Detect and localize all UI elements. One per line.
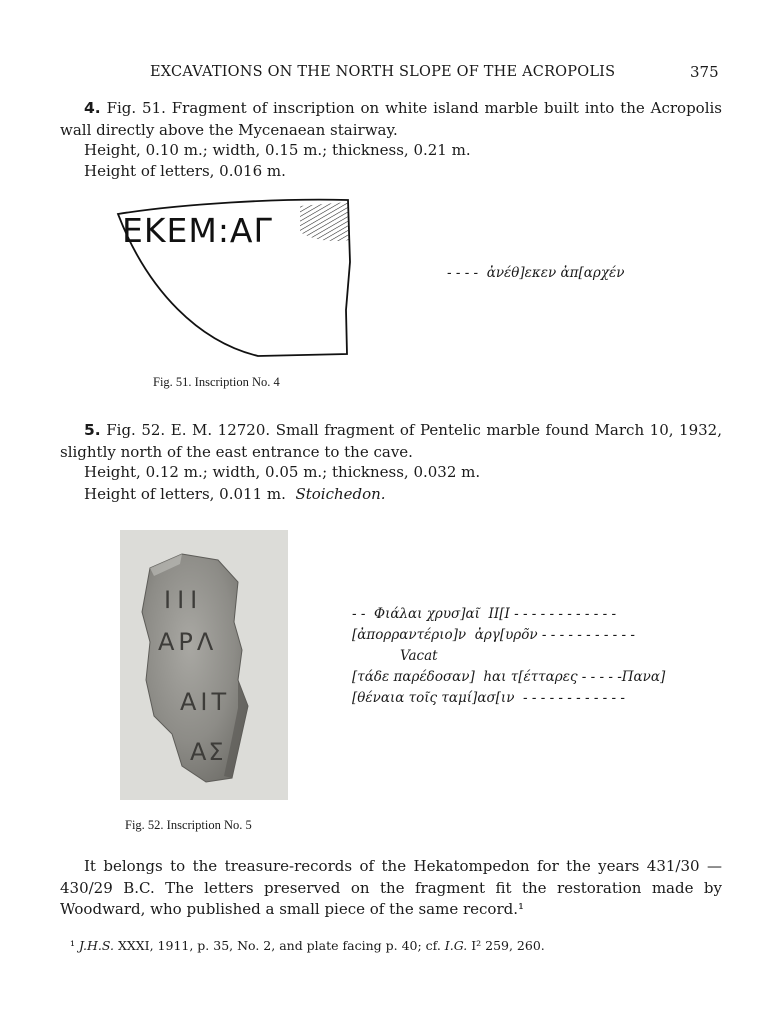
footnote [70,938,545,953]
footnote-ref: I² 259, 260. [467,938,545,953]
photo-letters-1: ΙΙΙ [164,586,204,614]
inscription-drawing-fig51 [110,192,360,364]
entry-5-text: Fig. 52. E. M. 12720. Small fragment of Pentelic marble found March 10, 1932, slightly north of the east entrance to the cave. [60,421,722,461]
photo-letters-4: ΑΣ [190,738,226,766]
entry-5-number: 5. [84,421,101,439]
footnote-ig: I.G. [444,938,468,953]
page-number: 375 [690,63,719,81]
entry-5-transcription-line-1: - - Φιάλαι χρυσ]αῖ ΙΙ[Ι - - - - - - - - - - - - [352,606,617,622]
damaged-area-hatching [300,202,350,241]
footnote-text: XXXI, 1911, p. 35, No. 2, and plate facing p. 40; cf. [113,938,445,953]
entry-5-letter-height [84,485,386,503]
footnote-marker: ¹ [70,938,76,953]
photo-letters-3: ΑΙΤ [180,688,231,716]
footnote-journal: J.H.S. [79,938,114,953]
photo-letters-2: ΑΡΛ [158,628,218,656]
entry-5-transcription-line-4: [τάδε παρέδοσαν] hαι τ[έτταρες - - - - -Πανα] [352,669,666,685]
letter-height-text: Height of letters, 0.011 m. [84,485,286,503]
entry-5-vacat: Vacat [400,648,438,664]
stoichedon-label: Stoichedon. [295,485,386,503]
entry-4-text: Fig. 51. Fragment of inscription on white island marble built into the Acropolis wall directly above the Mycenaean stairway. [60,99,722,139]
fig-52-caption: Fig. 52. Inscription No. 5 [125,818,252,832]
entry-5-transcription-line-2: [ἀπορραντέριο]ν ἀργ[υρõν - - - - - - - - - - - [352,627,635,643]
entry-4-letter-height: Height of letters, 0.016 m. [84,162,286,180]
entry-5-description [60,420,722,463]
inscribed-letters: ΕΚΕΜ:ΑΓ [122,211,273,250]
entry-4-dimensions: Height, 0.10 m.; width, 0.15 m.; thickness, 0.21 m. [84,141,471,159]
entry-4-transcription: - - - - ἀνέθ]εκεν ἀπ[αρχέν [447,265,625,281]
fig-51-caption: Fig. 51. Inscription No. 4 [153,375,280,389]
entry-5-dimensions: Height, 0.12 m.; width, 0.05 m.; thickness, 0.032 m. [84,463,481,481]
inscription-photo-fig52 [120,530,288,800]
entry-5-transcription-line-5: [θέναια τοῖς ταμί]ασ[ιν - - - - - - - - - - - - [352,690,625,706]
entry-4-description [60,98,722,141]
entry-4-number: 4. [84,99,101,117]
running-head: EXCAVATIONS ON THE NORTH SLOPE OF THE ACROPOLIS [150,64,616,80]
body-paragraph: It belongs to the treasure-records of the Hekatompedon for the years 431/30 — 430/29 B.C. The letters preserved on the fragment fit the restoration made by Woodward, who published a small piece of the same record.¹ [60,857,722,918]
